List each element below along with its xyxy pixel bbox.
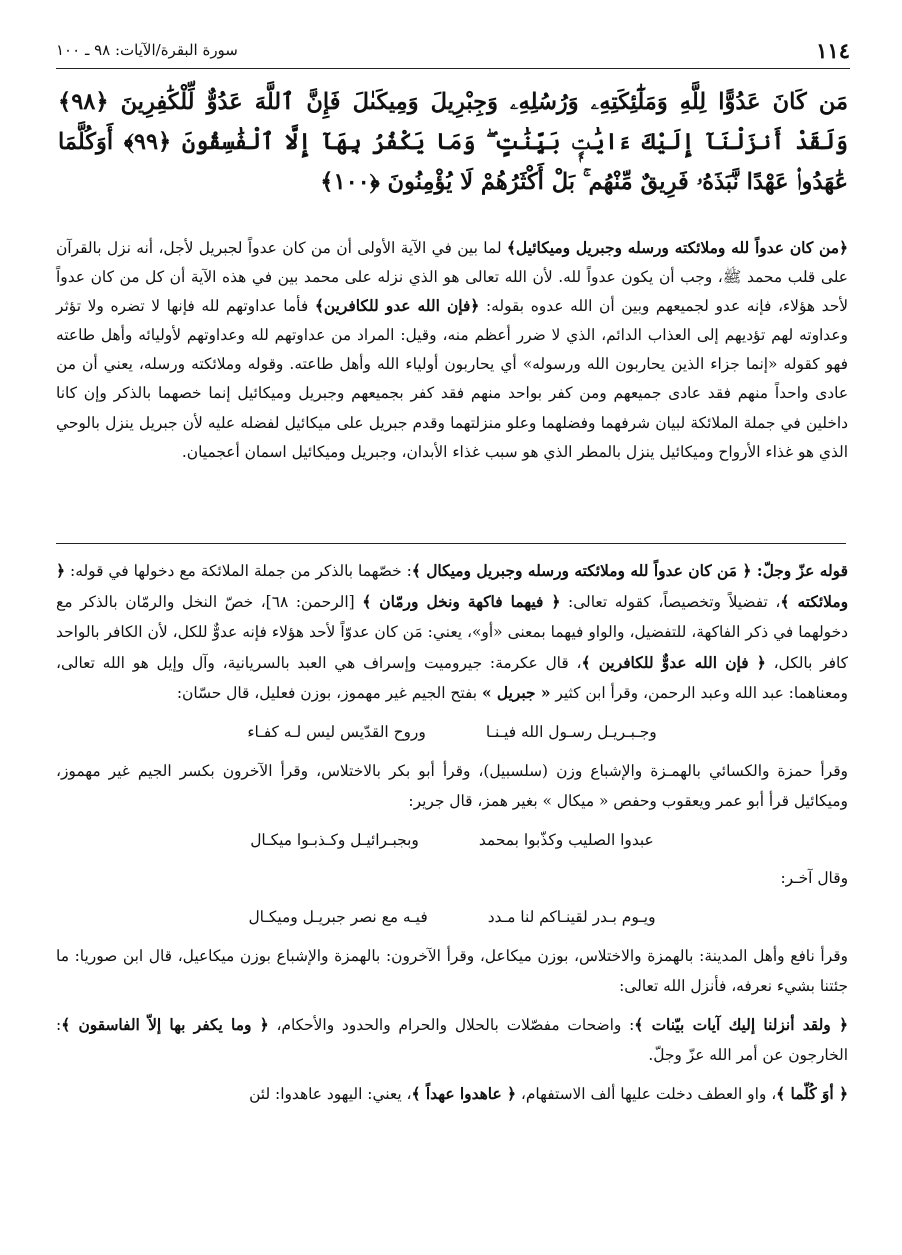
verse3-hemistich-1: ويـوم بـدر لقينـاكم لنا مـدد (487, 907, 656, 926)
tafsir2-paragraph-4: وقرأ نافع وأهل المدينة: بالهمزة والاختلاس، بوزن ميكاعل، وقرأ الآخرون: بالهمزة والإشباع بوزن ميكاعيل، قال ابن صوريا: ما جئتنا بشيء نعرفه، فأنزل الله تعالى: (56, 946, 848, 996)
tafsir2-paragraph-5 (56, 1010, 848, 1071)
p1-b: ﴿ مَن كان عدواً لله وملائكته ورسله وجبريل وميكال ﴾ (411, 562, 752, 580)
p1-h: ﴿ فإن الله عدوٌّ للكافرين ﴾ (581, 653, 766, 672)
p5-c: ﴿ وما يكفر بها إلاّ الفاسقون ﴾ (61, 1015, 269, 1034)
verse2-hemistich-1: عبدوا الصليب وكذّبوا بمحمد (478, 830, 654, 849)
p1-a: قوله عزّ وجلّ: (751, 562, 848, 580)
section-divider (56, 543, 846, 544)
surah-verse-range: سورة البقرة/الآيات: ٩٨ ـ ١٠٠ (56, 41, 238, 59)
verse3-hemistich-2: فيـه مع نصر جبريـل وميكـال (248, 907, 428, 926)
poetry-verse-1 (56, 717, 848, 748)
tafsir1-lead-quote: ﴿من كان عدواً لله وملائكته ورسله وجبريل وميكائيل﴾ (506, 239, 848, 257)
tafsir-section-1 (56, 234, 848, 467)
tafsir1-text-1: لما بين في الآية الأولى أن من كان عدواً لجبريل لأجل، أنه نزل بالقرآن على قلب محمد ﷺ، وجب أن يكون عدواً لله. لأن الله تعالى هو الذي نزله على محمد بين في هذه الآية أن كل من كان عدواً لأحد هؤلاء، فإنه عدو لجميعهم وبين أن الله عدوه بقوله: (56, 239, 848, 316)
p1-d: ﴿ وملائكته ﴾ (56, 562, 849, 611)
p5-b: : واضحات مفصّلات بالحلال والحرام والحدود والأحكام، (268, 1015, 635, 1034)
verse2-hemistich-2: وبجبـرائيـل وكـذبـوا ميكـال (250, 830, 419, 849)
p1-j: « جبريل » (481, 684, 551, 703)
p1-i: ، قال عكرمة: جيروميت وإسراف هي العبد بالسريانية، وآل وإيل هو الله تعالى، ومعناهما: عبد الله وعبد الرحمن، وقرأ ابن كثير (56, 653, 848, 703)
tafsir-section-2 (56, 556, 848, 1110)
tafsir2-paragraph-1 (56, 556, 848, 709)
p6-a: ﴿ أوَ كُلّما ﴾ (776, 1084, 848, 1103)
p1-e: ، تفضيلاً وتخصيصاً، كقوله تعالى: (560, 592, 781, 611)
tafsir1-text-2: فأما عداوتهم لله فإنها لا تضره ولا تؤثر وعداوته لهم تؤديهم إلى العذاب الدائم، الذي لا ضرر أعظم منه، وقيل: المراد من عداوتهم لله وعداوتهم لأوليائه وأهل طاعته فهو كقوله «إنما جزاء الذين يحاربون الله ورسوله» أي يحاربون أولياء الله وأهل طاعته. وقوله وملائكته ورسله، يعني أن من عادى واحداً منهم فقد عادى جميعهم ومن كفر بواحد منهم فقد كفر بجميعهم وجبريل وميكائيل إنما خصهما بالذكر وإن كانا داخلين في جملة الملائكة لبيان شرفهما وفضلهما وعلو منزلتهما وقدم جبريل على ميكائيل لفضله عليه لأن جبريل ينزل بالوحي الذي هو غذاء الأرواح وميكائيل ينزل بالمطر الذي هو سبب غذاء الأبدان، وجبريل وميكائيل اسمان أعجميان. (56, 297, 848, 461)
p1-g: [الرحمن: ٦٨]، خصّ النخل والرمّان بالذكر مع دخولهما في ذكر الفاكهة، للتفضيل، والواو فيهما بمعنى «أو»، يعني: مَن كان عدوّاً لأحد هؤلاء فإنه عدوٌّ للكل، لأن الكافر بالواحد كافر بالكل، (56, 592, 849, 672)
p6-d: ، يعني: اليهود عاهدوا: لئن (249, 1084, 412, 1103)
verse1-hemistich-1: وجـبـريـل رسـول الله فيـنـا (485, 722, 657, 741)
p1-c: : خصّهما بالذكر من جملة الملائكة مع دخولها في قوله: (65, 562, 412, 580)
p6-c: ﴿ عاهدوا عهداً ﴾ (411, 1084, 517, 1103)
p1-k: بفتح الجيم غير مهموز، بوزن فعليل، قال حسّان: (176, 684, 482, 703)
tafsir2-paragraph-2: وقرأ حمزة والكسائي بالهمـزة والإشباع وزن (سلسبيل)، وقرأ أبو بكر بالاختلاس، وقرأ الآخرون بكسر الجيم غير مهموز، وميكائيل قرأ أبو عمر ويعقوب وحفص « ميكال » بغير همز، قال جرير: (56, 761, 848, 811)
poetry-verse-3 (56, 902, 848, 933)
quran-verses: مَن كَانَ عَدُوًّا لِلَّهِ وَمَلَٰٓئِكَتِهِۦ وَرُسُلِهِۦ وَجِبْرِيلَ وَمِيكَىٰلَ فَإِنَّ ٱللَّهَ عَدُوٌّ لِّلْكَٰفِرِينَ ﴿٩٨﴾ وَلَقَدْ أَنزَلْنَآ إِلَيْكَ ءَايَٰتٍۭ بَيِّنَٰتٍ ۖ وَمَا يَكْفُرُ بِهَآ إِلَّا ٱلْفَٰسِقُونَ ﴿٩٩﴾ أَوَكُلَّمَا عَٰهَدُوا۟ عَهْدًا نَّبَذَهُۥ فَرِيقٌ مِّنْهُم ۚ بَلْ أَكْثَرُهُمْ لَا يُؤْمِنُونَ ﴿١٠٠﴾ (58, 89, 848, 195)
tafsir1-quote: ﴿فإن الله عدو للكافرين﴾ (314, 297, 480, 316)
page-header (56, 38, 850, 69)
page-number: ١١٤ (816, 38, 850, 63)
p5-d: : الخارجون عن أمر الله عزّ وجلّ. (56, 1015, 848, 1065)
p1-f: ﴿ فيهما فاكهة ونخل ورمّان ﴾ (362, 592, 561, 611)
tafsir2-paragraph-6 (56, 1079, 848, 1110)
verse1-hemistich-2: وروح القدّيس ليس لـه كفـاء (247, 722, 426, 741)
p6-b: ، واو العطف دخلت عليها ألف الاستفهام، (516, 1084, 777, 1103)
p5-a: ﴿ ولقد أنزلنا إليك آيات بيّنات ﴾ (634, 1015, 848, 1034)
poetry-verse-2 (56, 825, 848, 856)
tafsir2-paragraph-3: وقال آخـر: (780, 869, 848, 888)
